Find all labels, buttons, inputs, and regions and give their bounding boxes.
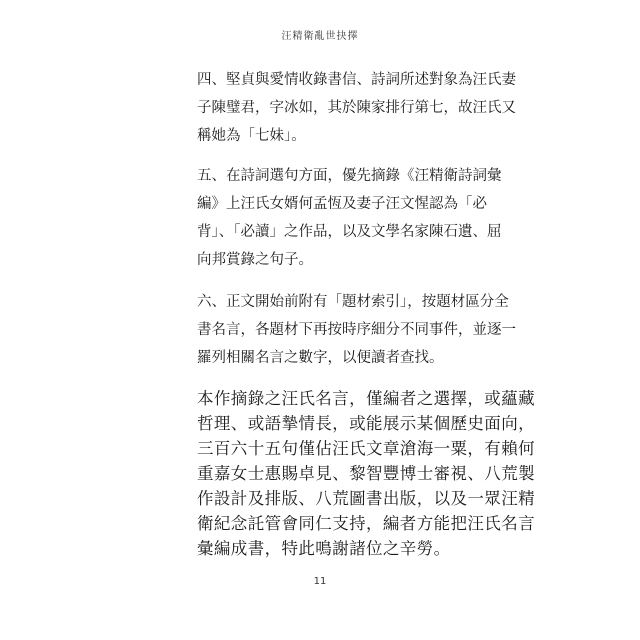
- text-line: 作設計及排版、八荒圖書出版，以及一眾汪精: [197, 489, 535, 508]
- text-line: 哲理、或語摯情長，或能展示某個歷史面向，: [197, 414, 535, 433]
- text-line: 子陳璧君，字冰如，其於陳家排行第七，故汪氏又: [197, 100, 516, 116]
- text-line: 背」、「必讀」之作品，以及文學名家陳石遺、屈: [197, 224, 502, 240]
- text-line: 重嘉女士惠賜卓見、黎智豐博士審視、八荒製: [197, 464, 535, 483]
- text-line: 四、堅貞與愛情收錄書信、詩詞所述對象為汪氏妻: [197, 72, 516, 88]
- text-line: 向邦賞錄之句子。: [197, 252, 313, 268]
- text-line: 稱她為「七妹」。: [197, 128, 306, 144]
- text-line: 本作摘錄之汪氏名言，僅編者之選擇，或蘊藏: [197, 389, 535, 408]
- text-line: 五、在詩詞選句方面，優先摘錄《汪精衛詩詞彙: [197, 168, 502, 184]
- text-line: 編》上汪氏女婿何孟恆及妻子汪文惺認為「必: [197, 196, 487, 212]
- paragraph-item-5: [197, 162, 502, 274]
- running-header: 汪精衛亂世抉擇: [281, 31, 359, 42]
- page-body: [197, 66, 535, 561]
- text-line: 彙編成書，特此鳴謝諸位之辛勞。: [197, 539, 451, 558]
- text-line: 衛紀念託管會同仁支持，編者方能把汪氏名言: [197, 514, 535, 533]
- text-line: 六、正文開始前附有「題材索引」，按題材區分全: [197, 294, 509, 310]
- text-line: 書名言，各題材下再按時序細分不同事件，並逐一: [197, 322, 516, 338]
- paragraph-item-4: [197, 66, 516, 150]
- page-number: 11: [313, 576, 327, 587]
- acknowledgement-paragraph: [197, 386, 535, 561]
- text-line: 三百六十五句僅佔汪氏文章滄海一粟，有賴何: [197, 439, 535, 458]
- text-line: 羅列相關名言之數字，以便讀者查找。: [197, 350, 444, 366]
- paragraph-item-6: [197, 288, 516, 372]
